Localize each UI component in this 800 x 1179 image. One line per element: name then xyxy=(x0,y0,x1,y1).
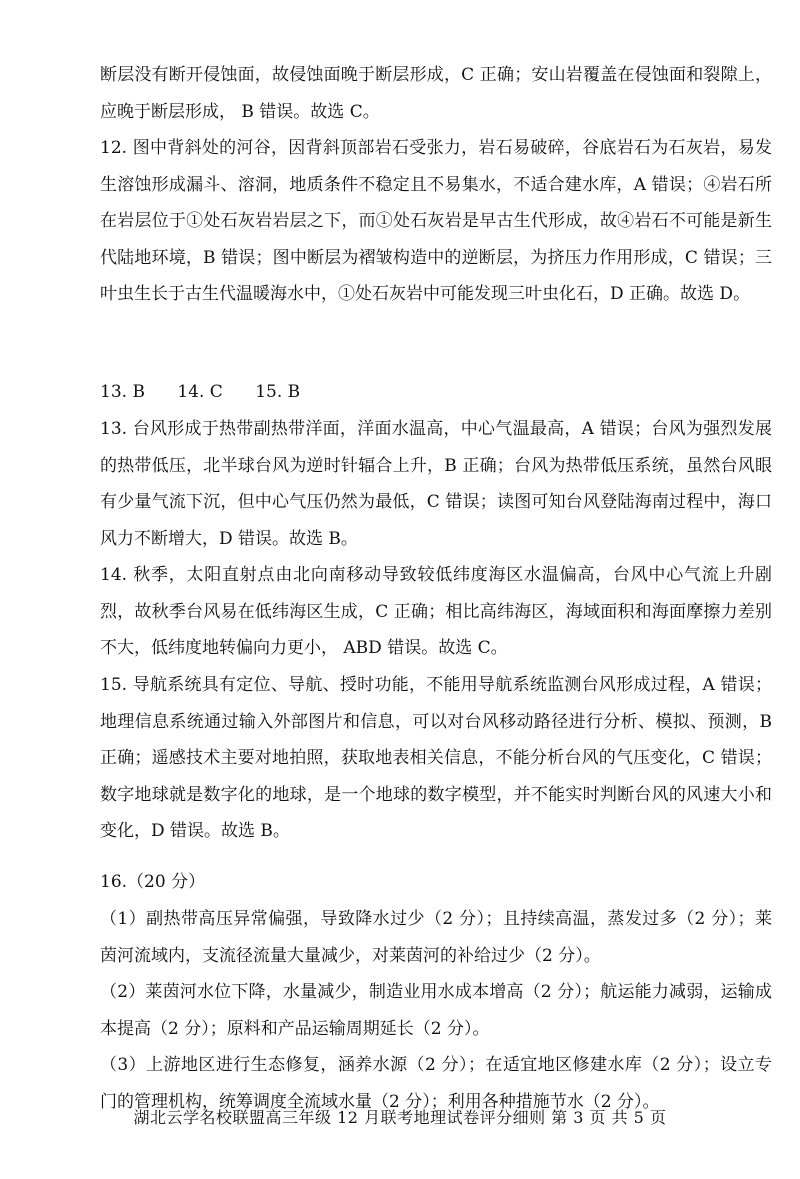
paragraph-12-explanation: 12. 图中背斜处的河谷，因背斜顶部岩石受张力，岩石易破碎，谷底岩石为石灰岩，易发生溶蚀形成漏斗、溶洞，地质条件不稳定且不易集水，不适合建水库，A 错误；④岩石所在岩层位于①处石灰岩岩层之下，而①处石灰岩是早古生代形成，故④岩石不可能是新生代陆地环境，B 错误；图中断层为褶皱构造中的逆断层，为挤压力作用形成，C 错误；三叶虫生长于古生代温暖海水中，①处石灰岩中可能发现三叶虫化石，D 正确。故选 D。 xyxy=(100,138,772,305)
question-16-part-2: （2）莱茵河水位下降，水量减少，制造业用水成本增高（2 分）；航运能力减弱，运输成本提高（2 分）；原料和产品运输周期延长（2 分）。 xyxy=(100,982,772,1039)
paragraph-13-explanation: 13. 台风形成于热带副热带洋面，洋面水温高，中心气温最高，A 错误；台风为强烈发展的热带低压，北半球台风为逆时针辐合上升，B 正确；台风为热带低压系统，虽然台风眼有少量气流下沉，但中心气压仍然为最低，C 错误；读图可知台风登陆海南过程中，海口风力不断增大，D 错误。故选 B。 xyxy=(100,419,772,549)
answers-13-15: 13. B 14. C 15. B xyxy=(100,382,301,402)
paragraph-11-continued: 断层没有断开侵蚀面，故侵蚀面晚于断层形成，C 正确；安山岩覆盖在侵蚀面和裂隙上，应晚于断层形成， B 错误。故选 C。 xyxy=(100,65,772,122)
paragraph-15-explanation: 15. 导航系统具有定位、导航、授时功能，不能用导航系统监测台风形成过程，A 错误；地理信息系统通过输入外部图片和信息，可以对台风移动路径进行分析、模拟、预测，B 正确；遥感技术主要对地拍照，获取地表相关信息，不能分析台风的气压变化，C 错误；数字地球就是数字化的地球，是一个地球的数字模型，并不能实时判断台风的风速大小和变化，D 错误。故选 B。 xyxy=(100,675,772,842)
question-16-heading: 16.（20 分） xyxy=(100,872,206,892)
question-16-part-3: （3）上游地区进行生态修复，涵养水源（2 分）；在适宜地区修建水库（2 分）；设立专门的管理机构，统筹调度全流域水量（2 分）；利用各种措施节水（2 分）。 xyxy=(100,1055,772,1112)
question-16-part-1: （1）副热带高压异常偏强，导致降水过少（2 分）；且持续高温，蒸发过多（2 分）；莱茵河流域内，支流径流量大量减少，对莱茵河的补给过少（2 分）。 xyxy=(100,909,772,966)
paragraph-14-explanation: 14. 秋季，太阳直射点由北向南移动导致较低纬度海区水温偏高，台风中心气流上升剧烈，故秋季台风易在低纬海区生成，C 正确；相比高纬海区，海域面积和海面摩擦力差别不大，低纬度地转偏向力更小， ABD 错误。故选 C。 xyxy=(100,565,772,659)
page-footer: 湖北云学名校联盟高三年级 12 月联考地理试卷评分细则 第 3 页 共 5 页 xyxy=(133,1108,667,1127)
